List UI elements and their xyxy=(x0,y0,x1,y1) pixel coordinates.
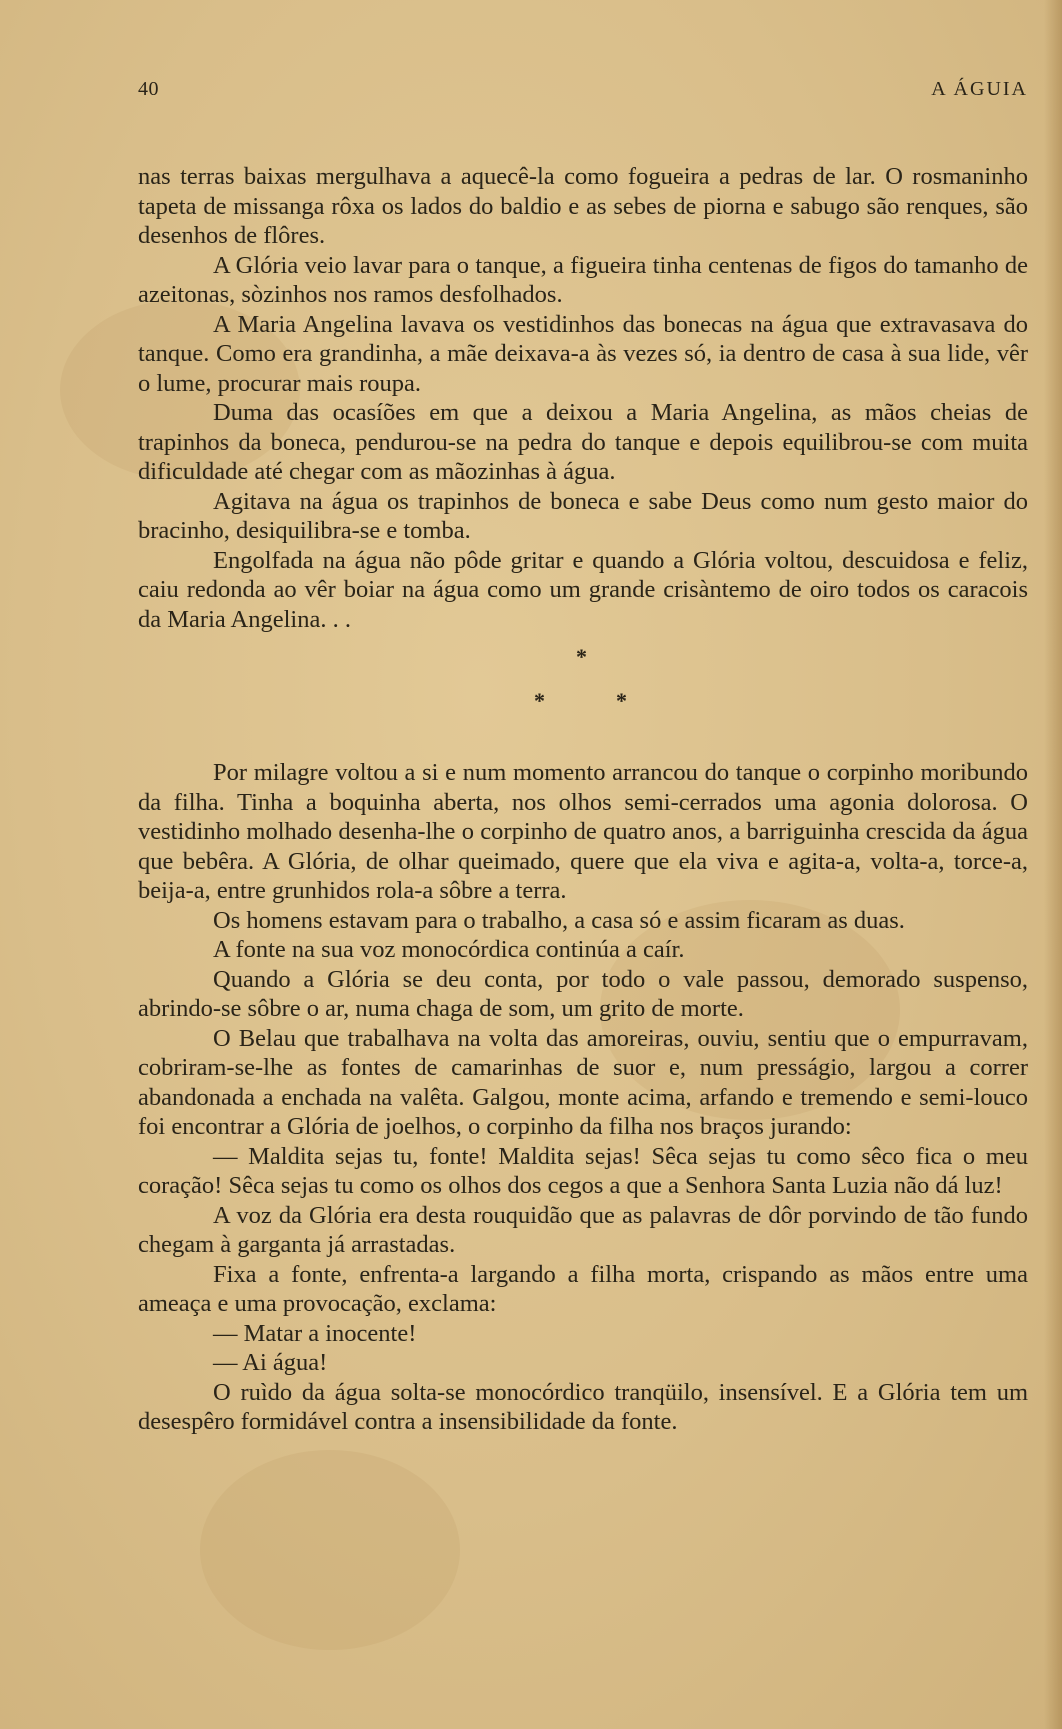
paragraph: A voz da Glória era desta rouquidão que as palavras de dôr porvindo de tão fundo chegam à garganta já arrastadas. xyxy=(138,1201,1028,1258)
asterisk-ornament: * xyxy=(576,644,587,669)
paragraph: Por milagre voltou a si e num momento arrancou do tanque o corpinho moribundo da filha. Tinha a boquinha aberta, nos olhos semi-cerrados uma agonia dolorosa. O vestidinho molhado desenha-lhe o corpinho de quatro anos, a barriguinha crescida da água que bebêra. A Glória, de olhar queimado, quere que ela viva e agita-a, volta-a, torce-a, beija-a, entre grunhidos rola-a sôbre a terra. xyxy=(138,759,1028,904)
paragraph: nas terras baixas mergulhava a aquecê-la como fogueira a pedras de lar. O rosmaninho tapeta de missanga rôxa os lados do baldio e as sebes de piorna e sabugo são renques, são desenhos de flôres. xyxy=(138,163,1028,249)
paragraph: — Matar a inocente! xyxy=(213,1319,417,1347)
paragraph: O ruìdo da água solta-se monocórdico tranqüilo, insensível. E a Glória tem um desespêro formidável contra a insensibilidade da fonte. xyxy=(138,1378,1028,1435)
asterisk-ornament: * xyxy=(616,688,627,713)
running-head: A ÁGUIA xyxy=(931,78,1028,100)
page-header xyxy=(138,78,1028,108)
paragraph: — Maldita sejas tu, fonte! Maldita sejas! Sêca sejas tu como sêco fica o meu coração! Sêca sejas tu como os olhos dos cegos a que a Senhora Santa Luzia não dá luz! xyxy=(138,1142,1028,1199)
paragraph: Fixa a fonte, enfrenta-a largando a filha morta, crispando as mãos entre uma ameaça e uma provocação, exclama: xyxy=(138,1260,1028,1317)
section-break xyxy=(138,634,1028,758)
paragraph: Agitava na água os trapinhos de boneca e sabe Deus como num gesto maior do bracinho, desiquilibra-se e tomba. xyxy=(138,487,1028,544)
paragraph: Os homens estavam para o trabalho, a casa só e assim ficaram as duas. xyxy=(213,906,905,934)
paragraph: — Ai água! xyxy=(213,1349,328,1376)
asterisk-ornament: * xyxy=(534,688,545,713)
paragraph: A Maria Angelina lavava os vestidinhos das bonecas na água que extravasava do tanque. Como era grandinha, a mãe deixava-a às vezes só, ia dentro de casa à sua lide, vêr o lume, procurar mais roupa. xyxy=(138,310,1028,397)
page-edge xyxy=(1044,0,1062,1729)
paragraph: Engolfada na água não pôde gritar e quando a Glória voltou, descuidosa e feliz, caiu redonda ao vêr boiar na água como um grande crisàntemo de oiro todos os caracois da Maria Angelina. . . xyxy=(138,546,1028,633)
paragraph: Quando a Glória se deu conta, por todo o vale passou, demorado suspenso, abrindo-se sôbre o ar, numa chaga de som, um grito de morte. xyxy=(138,965,1028,1022)
paragraph: O Belau que trabalhava na volta das amoreiras, ouviu, sentiu que o empurravam, cobriram-se-lhe as fontes de camarinhas de suor e, num presságio, largou a correr abandonada a enchada na valêta. Galgou, monte acima, arfando e tremendo e semi-louco foi encontrar a Glória de joelhos, o corpinho da filha nos braços jurando: xyxy=(138,1024,1028,1140)
paragraph: A fonte na sua voz monocórdica continúa a caír. xyxy=(213,936,685,963)
body-text xyxy=(138,162,1028,1437)
paragraph: Duma das ocasíões em que a deixou a Maria Angelina, as mãos cheias de trapinhos da boneca, pendurou-se na pedra do tanque e depois equilibrou-se com muita dificuldade até chegar com as mãozinhas à água. xyxy=(138,399,1028,485)
paper-stain xyxy=(200,1450,460,1650)
paragraph: A Glória veio lavar para o tanque, a figueira tinha centenas de figos do tamanho de azeitonas, sòzinhos nos ramos desfolhados. xyxy=(138,251,1028,308)
page-number: 40 xyxy=(138,78,159,100)
